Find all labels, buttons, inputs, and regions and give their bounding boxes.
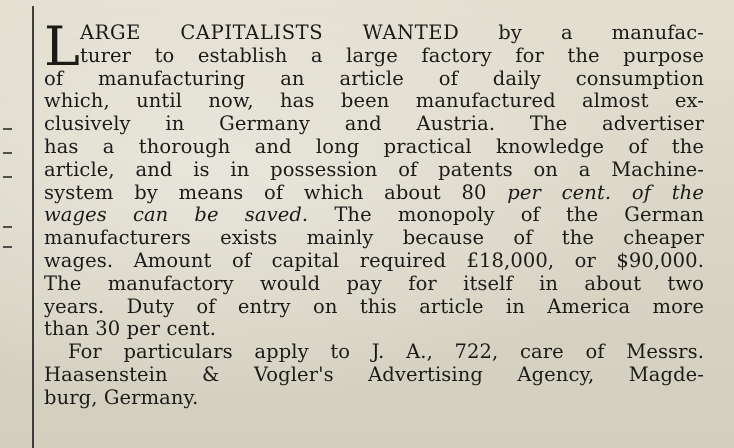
ad-line-13: years. Duty of entry on this article in America more — [44, 294, 704, 318]
ad-headline: ARGE CAPITALISTS WANTED — [80, 21, 460, 44]
ad-line-4: which, until now, has been manufactured almost ex- — [44, 89, 704, 113]
ad-line-17: burg, Germany. — [44, 385, 199, 409]
ad-line-14: than 30 per cent. — [44, 317, 217, 341]
ad-line-1 — [44, 22, 704, 45]
ad-line-11: wages. Amount of capital required £18,000, or $90,000. — [44, 248, 704, 272]
adjacent-column-fragment — [3, 128, 12, 130]
adjacent-column-fragment — [3, 176, 12, 178]
adjacent-column-fragment — [3, 226, 12, 228]
ad-line-8-italic: per cent. of the — [507, 180, 704, 204]
drop-cap: L — [44, 15, 80, 78]
ad-line-8-text: system by means of which about 80 — [44, 180, 508, 204]
column-rule — [32, 6, 34, 448]
ad-line-3: of manufacturing an article of daily consumption — [44, 66, 704, 90]
ad-line-7: article, and is in possession of patents on a Machine- — [44, 157, 704, 181]
ad-line-12: The manufactory would pay for itself in about two — [44, 271, 704, 295]
ad-line-9-italic: wages can be saved. — [44, 203, 309, 227]
ad-line-8 — [44, 182, 704, 205]
ad-line-2: turer to establish a large factory for the purpose — [80, 43, 704, 67]
ad-line-16: Haasenstein & Vogler's Advertising Agency, Magde- — [44, 362, 704, 386]
adjacent-column-fragment — [3, 246, 12, 248]
ad-line-6: has a thorough and long practical knowledge of the — [44, 134, 704, 158]
ad-line-15: For particulars apply to J. A., 722, care of Messrs. — [68, 340, 704, 364]
ad-line-10: manufacturers exists mainly because of the cheaper — [44, 226, 704, 250]
ad-line-9 — [44, 204, 704, 227]
ad-line-9-text: The monopoly of the German — [308, 203, 705, 227]
adjacent-column-fragment — [3, 152, 12, 154]
ad-line-5: clusively in Germany and Austria. The advertiser — [44, 112, 704, 136]
classified-advertisement — [44, 15, 705, 410]
ad-line-1-rest: by a manufac- — [459, 21, 704, 44]
